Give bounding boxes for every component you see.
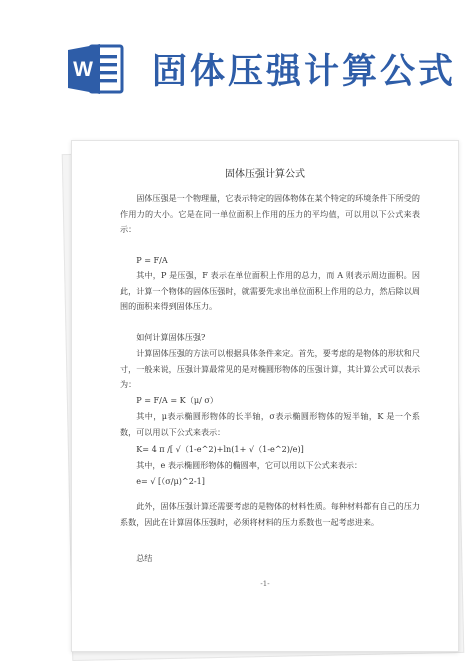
subheading-summary: 总结 bbox=[136, 553, 153, 563]
formula-e: e= √ [（σ/μ)^2-1] bbox=[136, 476, 205, 486]
formula-ellipse: P = F/A = K（μ/ σ） bbox=[136, 395, 218, 405]
subheading-how-to: 如何计算固体压强? bbox=[136, 332, 206, 342]
word-icon bbox=[66, 40, 124, 98]
paragraph-axes: 其中，μ表示椭圆形物体的长半轴，σ表示椭圆形物体的短半轴，K 是一个系数，可以用以下公式来表示： bbox=[120, 411, 420, 437]
document-page bbox=[71, 140, 459, 652]
formula-k: K= 4 π /[ √（1-e^2)+ln(1+ √（1-e^2)/e)] bbox=[136, 444, 304, 454]
paragraph-materials: 此外，固体压强计算还需要考虑的是物体的材料性质。每种材料都有自己的压力系数，因此在计算固体压强时，必须将材料的压力系数也一起考虑进来。 bbox=[120, 501, 420, 527]
paragraph-eccentricity: 其中，e 表示椭圆形物体的椭圆率，它可以用以下公式来表示： bbox=[136, 460, 363, 470]
document-title: 固体压强计算公式 bbox=[225, 169, 305, 180]
banner bbox=[0, 0, 474, 130]
page-number: -1- bbox=[260, 580, 270, 588]
formula-basic: P = F/A bbox=[136, 255, 168, 265]
paragraph-method: 计算固体压强的方法可以根据具体条件来定。首先，要考虑的是物体的形状和尺寸，一般来说，压强计算最常见的是对椭圆形物体的压强计算，其计算公式可以表示为： bbox=[120, 348, 420, 389]
banner-title: 固体压强计算公式 bbox=[152, 52, 457, 92]
paragraph-intro: 固体压强是一个物理量，它表示特定的固体物体在某个特定的环境条件下所受的作用力的大小。它是在同一单位面积上作用的压力的平均值，可以用以下公式来表示： bbox=[120, 193, 420, 234]
word-logo-letter: W bbox=[73, 58, 93, 81]
paragraph-explanation: 其中，P 是压强，F 表示在单位面积上作用的总力，而 A 则表示周边面积。因此，计算一个物体的固体压强时，就需要先求出单位面积上作用的总力，然后除以周围的面积来得到固体压力。 bbox=[120, 270, 420, 311]
